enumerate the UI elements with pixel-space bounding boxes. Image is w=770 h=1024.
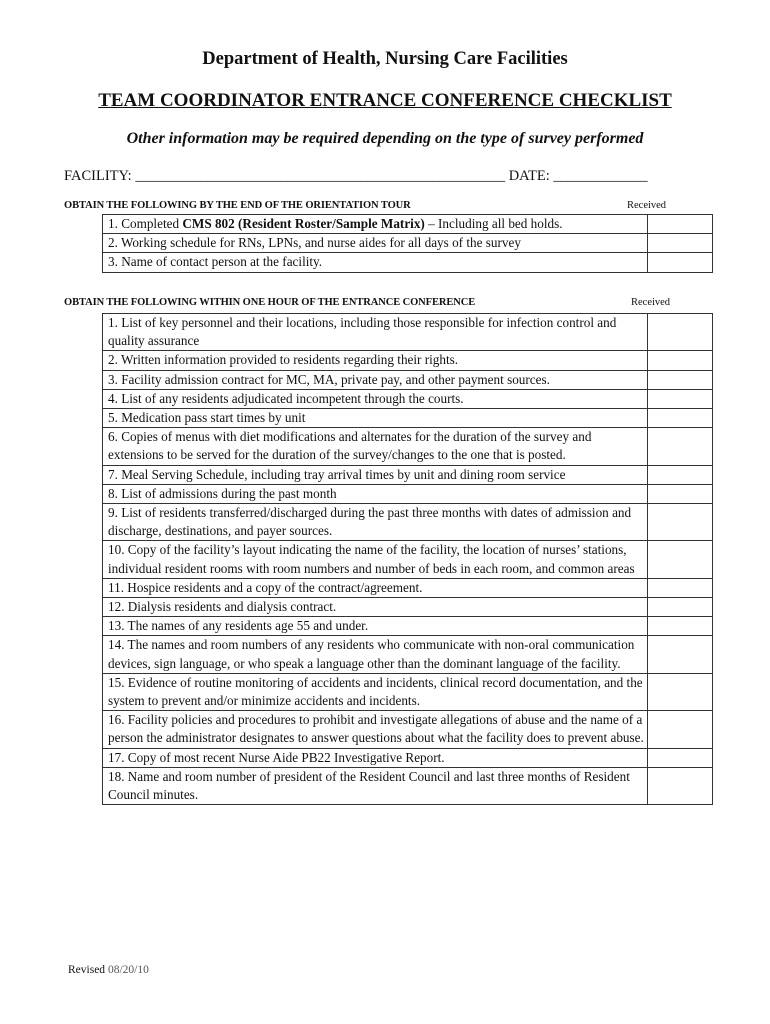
- date-field[interactable]: _____________: [553, 168, 648, 184]
- received-checkbox[interactable]: [648, 351, 713, 370]
- checklist-row: [82, 234, 713, 253]
- checklist-item-text: 16. Facility policies and procedures to prohibit and investigate allegations of abuse and the name of a person the administrator designates to answer questions about what the facility does to prevent abuse.: [103, 711, 648, 748]
- received-checkbox[interactable]: [648, 598, 713, 617]
- facility-field[interactable]: ___________________________________________________: [135, 168, 506, 184]
- facility-label: FACILITY: [64, 168, 128, 184]
- checklist-row: [82, 314, 713, 351]
- checklist-item-text: 4. List of any residents adjudicated incompetent through the courts.: [103, 389, 648, 408]
- checklist-row: [82, 370, 713, 389]
- checklist-row: [82, 541, 713, 578]
- checklist-subtitle: Other information may be required depending on the type of survey performed: [126, 130, 644, 147]
- checklist-item-text: 1. List of key personnel and their locations, including those responsible for infection control and quality assurance: [103, 314, 648, 351]
- checklist-row: [82, 578, 713, 597]
- section1-received-label: Received: [627, 200, 667, 211]
- checklist-item-text: 11. Hospice residents and a copy of the contract/agreement.: [103, 578, 648, 597]
- checklist-row: [82, 748, 713, 767]
- checklist-item-text: 18. Name and room number of president of the Resident Council and last three months of Resident Council minutes.: [103, 767, 648, 804]
- received-checkbox[interactable]: [648, 767, 713, 804]
- checklist-row: [82, 351, 713, 370]
- checklist-row: [82, 617, 713, 636]
- checklist-item-text: 15. Evidence of routine monitoring of accidents and incidents, clinical record documentation, and the system to prevent and/or minimize accidents and incidents.: [103, 673, 648, 710]
- checklist-row: [82, 428, 713, 465]
- checklist-item-text: 3. Name of contact person at the facility.: [103, 253, 648, 272]
- checklist-item-text: 17. Copy of most recent Nurse Aide PB22 Investigative Report.: [103, 748, 648, 767]
- checklist-item-text: 10. Copy of the facility’s layout indicating the name of the facility, the location of nurses’ stations, individual resident rooms with room numbers and number of beds in each room, and common areas: [103, 541, 648, 578]
- checklist-item-text: 13. The names of any residents age 55 and under.: [103, 617, 648, 636]
- received-checkbox[interactable]: [648, 409, 713, 428]
- checklist-row: [82, 504, 713, 541]
- checklist-item-text: 2. Working schedule for RNs, LPNs, and nurse aides for all days of the survey: [103, 234, 648, 253]
- checklist-item-text: 7. Meal Serving Schedule, including tray arrival times by unit and dining room service: [103, 465, 648, 484]
- checklist-row: [82, 636, 713, 673]
- checklist-item-text: 9. List of residents transferred/discharged during the past three months with dates of admission and discharge, destinations, and payer sources.: [103, 504, 648, 541]
- checklist-title: TEAM COORDINATOR ENTRANCE CONFERENCE CHECKLIST: [98, 90, 672, 111]
- received-checkbox[interactable]: [648, 673, 713, 710]
- section2-received-label: Received: [631, 297, 671, 308]
- received-checkbox[interactable]: [648, 465, 713, 484]
- checklist-row: [82, 598, 713, 617]
- received-checkbox[interactable]: [648, 748, 713, 767]
- checklist-row: [82, 253, 713, 272]
- received-checkbox[interactable]: [648, 541, 713, 578]
- facility-date-line: FACILITY: ___________________________________________________ DATE: _____________: [64, 168, 648, 184]
- checklist-item-text: 12. Dialysis residents and dialysis contract.: [103, 598, 648, 617]
- checklist-row: [82, 711, 713, 748]
- received-checkbox[interactable]: [648, 370, 713, 389]
- received-checkbox[interactable]: [648, 253, 713, 272]
- revised-date: 08/20/10: [107, 964, 149, 976]
- cms-802-form-name: CMS 802 (Resident Roster/Sample Matrix): [182, 216, 425, 231]
- checklist-item-text: 8. List of admissions during the past month: [103, 484, 648, 503]
- checklist-row: [82, 389, 713, 408]
- received-checkbox[interactable]: [648, 504, 713, 541]
- section2-heading: OBTAIN THE FOLLOWING WITHIN ONE HOUR OF THE ENTRANCE CONFERENCE: [64, 297, 476, 308]
- revision-note: [68, 964, 149, 976]
- section2-checklist-table: [82, 313, 713, 805]
- checklist-row: [82, 484, 713, 503]
- section1-heading: OBTAIN THE FOLLOWING BY THE END OF THE ORIENTATION TOUR: [64, 200, 411, 211]
- received-checkbox[interactable]: [648, 234, 713, 253]
- checklist-item-text: 14. The names and room numbers of any residents who communicate with non-oral communication devices, sign language, or who speak a language other than the dominant language of the facility.: [103, 636, 648, 673]
- date-label: DATE: [508, 168, 546, 184]
- received-checkbox[interactable]: [648, 617, 713, 636]
- checklist-item-text: 5. Medication pass start times by unit: [103, 409, 648, 428]
- checklist-item-text: 1. Completed CMS 802 (Resident Roster/Sample Matrix) – Including all bed holds.: [103, 215, 648, 234]
- checklist-row: [82, 767, 713, 804]
- checklist-row: [82, 465, 713, 484]
- received-checkbox[interactable]: [648, 215, 713, 234]
- department-heading: Department of Health, Nursing Care Facilities: [202, 49, 568, 69]
- checklist-row: [82, 673, 713, 710]
- received-checkbox[interactable]: [648, 314, 713, 351]
- received-checkbox[interactable]: [648, 636, 713, 673]
- checklist-item-text: 6. Copies of menus with diet modifications and alternates for the duration of the survey and extensions to be served for the duration of the survey/changes to the one that is posted.: [103, 428, 648, 465]
- received-checkbox[interactable]: [648, 389, 713, 408]
- received-checkbox[interactable]: [648, 578, 713, 597]
- received-checkbox[interactable]: [648, 711, 713, 748]
- checklist-item-text: 2. Written information provided to residents regarding their rights.: [103, 351, 648, 370]
- received-checkbox[interactable]: [648, 428, 713, 465]
- checklist-row: [82, 215, 713, 234]
- checklist-row: [82, 409, 713, 428]
- checklist-item-text: 3. Facility admission contract for MC, MA, private pay, and other payment sources.: [103, 370, 648, 389]
- section1-checklist-table: [82, 214, 713, 273]
- received-checkbox[interactable]: [648, 484, 713, 503]
- revised-label: Revised: [68, 964, 106, 976]
